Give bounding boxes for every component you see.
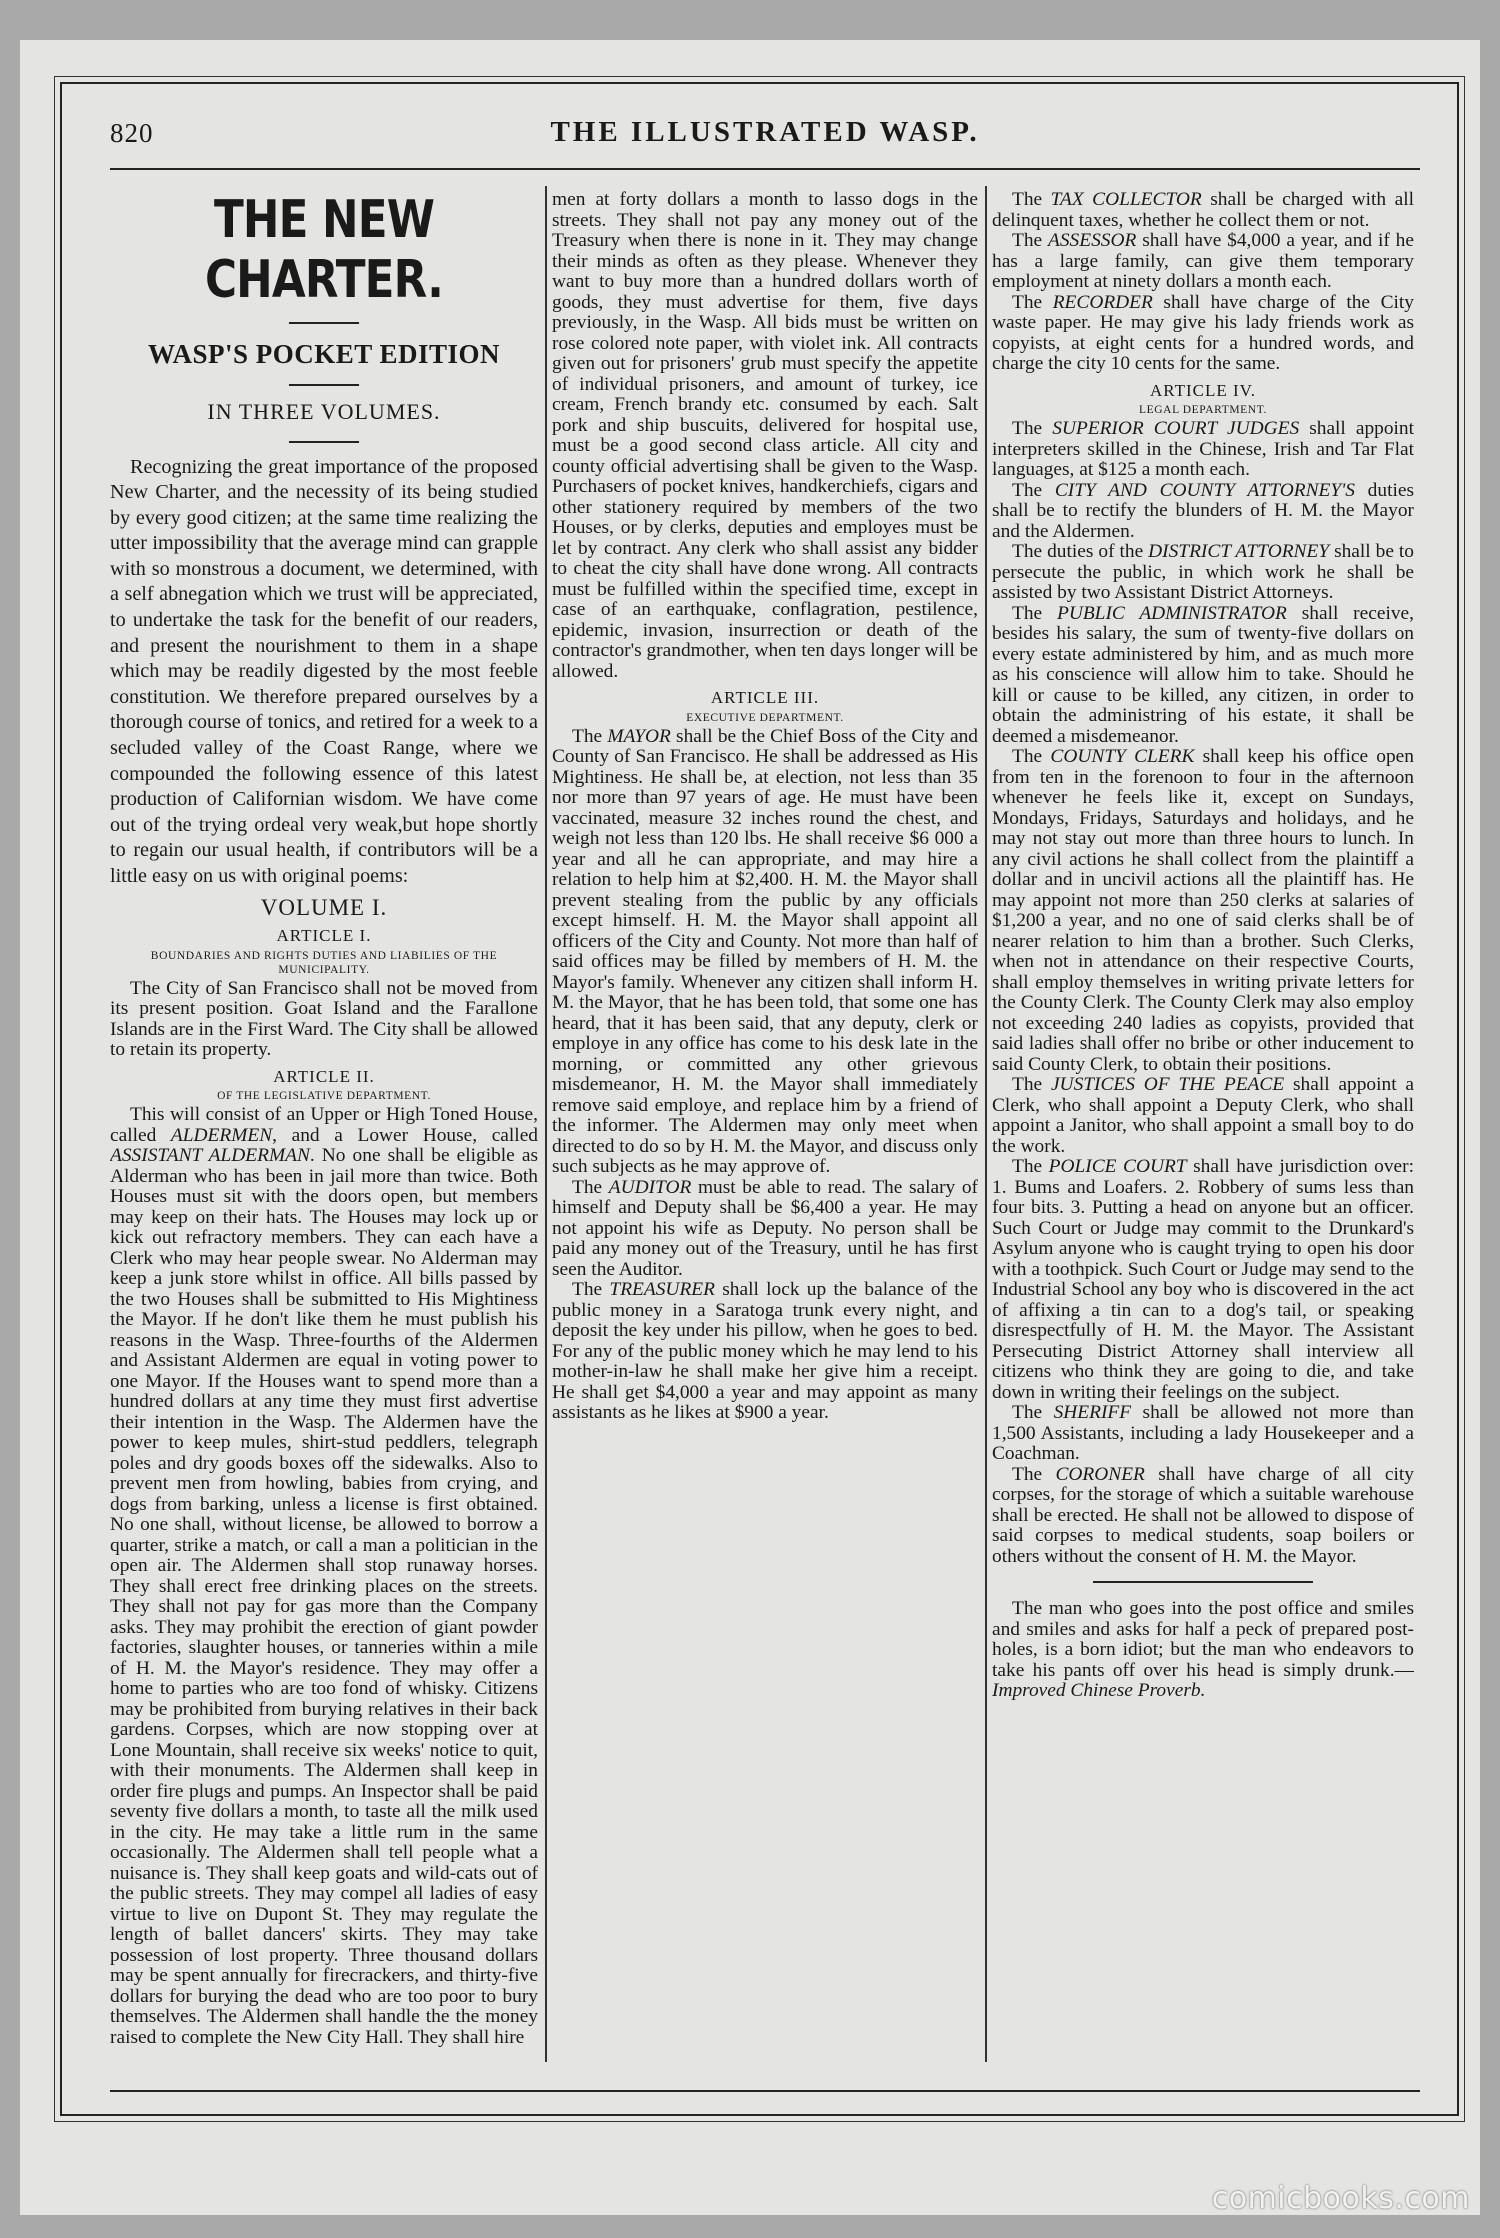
city-attorney-paragraph: The CITY AND COUNTY ATTORNEY'S duties shall be to rectify the blunders of H. M. the Mayor and the Aldermen. — [992, 479, 1414, 542]
watermark: comicbooks.com — [1211, 2181, 1470, 2216]
county-clerk-paragraph: The COUNTY CLERK shall keep his office open from ten in the forenoon to four in the afternoon whenever he feels like it, except on Sundays, Mondays, Fridays, Saturdays and holidays, and he may not stay out more than three hours to lunch. In any civil actions he shall collect from the plaintiff a dollar and in uncivil actions all the plaintiff has. He may appoint not more than 250 clerks at salaries of $1,200 a year, and no one of said clerks shall be of nearer relation to him than a brother. Such Clerks, when not in attendance on their respective Courts, shall employ themselves in writing private letters for the County Clerk. The County Clerk may also employ not exceeding 240 ladies as copyists, provided that said ladies shall offer no bribe or other inducement to said County Clerk, to obtain their positions. — [992, 746, 1414, 1075]
title-rule — [289, 322, 359, 324]
article-title: THE NEW CHARTER. — [204, 190, 444, 310]
column-1 — [110, 190, 538, 2060]
coroner-paragraph: The CORONER shall have charge of all city corpses, for the storage of which a suitable warehouse shall be erected. He shall not be allowed to dispose of said corpses to medical students, soap boilers or others without the consent of H. M. the Mayor. — [992, 1463, 1414, 1567]
article-2-subheading: OF THE LEGISLATIVE DEPARTMENT. — [217, 1090, 431, 1103]
article-subtitle: WASP'S POCKET EDITION — [147, 339, 501, 369]
tax-collector-paragraph: The TAX COLLECTOR shall be charged with all delinquent taxes, whether he collect them or not. — [992, 190, 1414, 231]
justices-paragraph: The JUSTICES OF THE PEACE shall appoint a Clerk, who shall appoint a Deputy Clerk, who shall appoint a Janitor, who shall appoint a small boy to do the work. — [992, 1074, 1414, 1157]
assessor-paragraph: The ASSESSOR shall have $4,000 a year, and if he has a large family, can give them temporary employment at ninety dollars a month each. — [992, 230, 1414, 292]
subtitle-rule — [289, 384, 359, 386]
mayor-paragraph: The MAYOR shall be the Chief Boss of the City and County of San Francisco. He shall be addressed as His Mightiness. He shall be, at election, not less than 35 nor more than 97 years of age. He must have been vaccinated, measure 32 inches round the chest, and weigh not less than 120 lbs. He shall receive $6 000 a year and all he can appropriate, and may hire a relation to help him at $2,400. H. M. the Mayor shall prevent stealing from the public by any officials except himself. H. M. the Mayor shall appoint all officers of the City and County. Not more than half of said offices may be filled by members of H. M. the Mayor's family. Whenever any citizen shall inform H. M. the Mayor, that he has been told, that some one has heard, that it has been said, that any deputy, clerk or employe in any office has come to his desk late in the morning, or committed any other grievous misdemeanor, H. M. the Mayor shall immediately remove said employe, and replace him by a friend of the informer. The Aldermen may only meet when directed to do so by H. M. the Mayor, and discuss only such subjects as he may approve of. — [552, 725, 978, 1177]
masthead — [110, 190, 538, 443]
footer-rule — [110, 2090, 1420, 2092]
volumes-line: IN THREE VOLUMES. — [207, 399, 441, 424]
article-4-subheading: LEGAL DEPARTMENT. — [1139, 404, 1267, 416]
column-rule-2 — [985, 186, 987, 2062]
column-2 — [552, 190, 978, 2060]
article-1-text: The City of San Francisco shall not be moved from its present position. Goat Island and the Farallone Islands are in the First Ward. The City shall be allowed to retain its property. — [110, 977, 538, 1061]
article-3-heading: ARTICLE III. — [710, 688, 820, 707]
intro-paragraph: Recognizing the great importance of the proposed New Charter, and the necessity of its being studied by every good citizen; at the same time realizing the utter impossibility that the average mind can grapple with so monstrous a document, we determined, with a self abnegation which we trust will be appreciated, to undertake the task for the benefit of our readers, and present the nourishment to them in a shape which may be readily digested by the most feeble constitution. We therefore prepared ourselves by a thorough course of tonics, and retired for a week to a secluded valley of the Coast Range, where we compounded the following essence of this latest production of Californian wisdom. We have come out of the trying ordeal very weak,but hope shortly to regain our usual health, if contributors will be a little easy on us with original poems: — [110, 455, 538, 887]
article-1-heading: ARTICLE I. — [276, 926, 372, 946]
article-2-continued: men at forty dollars a month to lasso dogs in the streets. They shall not pay any money out of the Treasury when there is none in it. They may change their minds as often as they please. Whenever they want to buy more than a hundred dollars worth of goods, they must advertise for them, five days previously, in the Wasp. All bids must be written on rose colored note paper, with violet ink. All contracts given out for prisoners' grub must specify the appetite of individual prisoners, and amount of turkey, ice cream, French brandy etc. consumed by each. Salt pork and ship buscuits, delivered for hospital use, must be a good second class article. All city and county official advertising shall be given to the Wasp. Purchasers of pocket knives, handkerchiefs, cigars and other stationery required by members of the two Houses, or by clerks, deputies and employes must be let by contract. Any clerk who shall assist any bidder to cheat the city shall have done wrong. All contracts must be fulfilled within the specified time, except in case of an earthquake, conflagration, pestilence, epidemic, invasion, insurrection or death of the contractor's grandmother, when ten days longer will be allowed. — [552, 190, 978, 682]
judges-paragraph: The SUPERIOR COURT JUDGES shall appoint interpreters skilled in the Chinese, Irish and Tar Flat languages, at $125 a month each. — [992, 418, 1414, 480]
volumes-rule — [289, 441, 359, 443]
treasurer-paragraph: The TREASURER shall lock up the balance of the public money in a Saratoga trunk every night, and deposit the key under his pillow, when he goes to bed. For any of the public money which he may lend to his mother-in-law he shall make her give him a receipt. He shall get $4,000 a year and may appoint as many assistants as he likes at $900 a year. — [552, 1279, 978, 1423]
column-3 — [992, 190, 1414, 2060]
public-administrator-paragraph: The PUBLIC ADMINISTRATOR shall receive, besides his salary, the sum of twenty-five dollars on every estate administered by him, and as much more as his conscience will allow him to take. Should he kill or cause to be killed, any citizen, in order to obtain the administring of his estate, it shall be deemed a misdemeanor. — [992, 602, 1414, 747]
article-4-heading: ARTICLE IV. — [1150, 380, 1256, 400]
proverb-paragraph: The man who goes into the post office and smiles and smiles and asks for half a peck of prepared post-holes, is a born idiot; but the man who endeavors to take his pants off over his head is simply drunk.—Improved Chinese Proverb. — [992, 1598, 1414, 1701]
article-2-text: This will consist of an Upper or High Toned House, called ALDERMEN, and a Lower House, called ASSISTANT ALDERMAN. No one shall be eligible as Alderman who has been in jail more than twice. Both Houses must sit with the doors open, but members may keep on their hats. The Houses may lock up or kick out refractory members. They can each have a Clerk who may hear people swear. No Alderman may keep a junk store whilst in office. All bills passed by the two Houses shall be submitted to His Mightiness the Mayor. If he don't like them he must publish his reasons in the Wasp. Three-fourths of the Aldermen and Assistant Aldermen are equal in voting power to one Mayor. If the Houses want to spend more than a hundred dollars at any time they must first advertise their intention in the Wasp. The Aldermen have the power to keep mules, shirt-stud peddlers, telegraph poles and dry goods boxes off the sidewalks. Also to prevent men from howling, babies from crying, and dogs from barking, unless a license is first obtained. No one shall, without license, be allowed to borrow a quarter, strike a match, or call a man a politician in the open air. The Aldermen shall stop runaway horses. They shall erect free drinking places on the streets. They shall not pay for gas more than the Company asks. They may prohibit the erection of giant powder factories, slaughter houses, or tanneries within a mile of H. M. the Mayor's residence. They may offer a home to parties who are too fond of whisky. Citizens may be prohibited from burying relatives in their back gardens. Corpses, which are now stopping over at Lone Mountain, shall receive six weeks' notice to quit, with their monuments. The Aldermen shall keep in order fire plugs and pumps. An Inspector shall be paid seventy five dollars a month, to taste all the milk used in the city. He may take a little rum in the same occasionally. The Aldermen shall tell people what a nuisance is. They shall keep goats and wild-cats out of the public streets. They may compel all ladies of easy virtue to live on Dupont St. They may regulate the length of ballet dancers' skirts. They may take possession of lost property. Three thousand dollars may be spent annually for firecrackers, and thirty-five dollars for burying the dead who are too poor to bury themselves. The Aldermen shall handle the the money raised to complete the New City Hall. They shall hire — [110, 1104, 538, 2048]
article-1-subheading: BOUNDARIES AND RIGHTS DUTIES AND LIABILIES OF THE MUNICIPALITY. — [150, 949, 498, 976]
article-3-subheading: EXECUTIVE DEPARTMENT. — [686, 711, 844, 724]
sheriff-paragraph: The SHERIFF shall be allowed not more than 1,500 Assistants, including a lady Housekeeper and a Coachman. — [992, 1402, 1414, 1464]
district-attorney-paragraph: The duties of the DISTRICT ATTORNEY shall be to persecute the public, in which work he shall be assisted by two Assistant District Attorneys. — [992, 541, 1414, 603]
recorder-paragraph: The RECORDER shall have charge of the City waste paper. He may give his lady friends work as copyists, at eight cents for a hundred words, and charge the city 10 cents for the same. — [992, 291, 1414, 374]
column-rule-1 — [545, 186, 547, 2062]
page-header — [110, 112, 1420, 158]
article-2-heading: ARTICLE II. — [273, 1066, 375, 1086]
running-title: THE ILLUSTRATED WASP. — [550, 116, 980, 148]
police-court-paragraph: The POLICE COURT shall have jurisdiction over: 1. Bums and Loafers. 2. Robbery of sums less than four bits. 3. Putting a head on anyone but an officer. Such Court or Judge may commit to the Drunkard's Asylum anyone who is caught trying to open his door with a toothpick. Such Court or Judge may send to the Industrial School any boy who is discovered in the act of affixing a tin can to a dog's tail, or speaking disrespectfully of H. M. the Mayor. The Assistant Persecuting District Attorney shall interview all citizens who think they are going to die, and take down in writing their feelings on the subject. — [992, 1156, 1414, 1403]
page-number: 820 — [110, 118, 154, 148]
article-2-body: . No one shall be eligible as Alderman who has been in jail more than twice. Both Houses must sit with the doors open, but members may keep on their hats. The Houses may lock up or kick out refractory members. They can each have a Clerk who may hear people swear. No Alderman may keep a junk store whilst in office. All bills passed by the two Houses shall be submitted to His Mightiness the Mayor. If he don't like them he must publish his reasons in the Wasp. Three-fourths of the Aldermen and Assistant Aldermen are equal in voting power to one Mayor. If the Houses want to spend more than a hundred dollars at any time they must first advertise their intention in the Wasp. The Aldermen have the power to keep mules, shirt-stud peddlers, telegraph poles and dry goods boxes off the sidewalks. Also to prevent men from howling, babies from crying, and dogs from barking, unless a license is first obtained. No one shall, without license, be allowed to borrow a quarter, strike a match, or call a man a politician in the open air. The Aldermen shall stop runaway horses. They shall erect free drinking places on the streets. They shall not pay for gas more than the Company asks. They may prohibit the erection of giant powder factories, slaughter houses, or tanneries within a mile of H. M. the Mayor's residence. They may offer a home to parties who are too fond of whisky. Citizens may be prohibited from burying relatives in their back gardens. Corpses, which are now stopping over at Lone Mountain, shall receive six weeks' notice to quit, with their monuments. The Aldermen shall keep in order fire plugs and pumps. An Inspector shall be paid seventy five dollars a month, to taste all the milk used in the city. He may take a little rum in the same occasionally. The Aldermen shall tell people what a nuisance is. They shall keep goats and wild-cats out of the public streets. They may compel all ladies of easy virtue to live on Dupont St. They may regulate the length of ballet dancers' skirts. They may take possession of lost property. Three thousand dollars may be spent annually for firecrackers, and thirty-five dollars for burying the dead who are too poor to bury themselves. The Aldermen shall handle the the money raised to complete the New City Hall. They shall hire — [110, 1145, 538, 2048]
section-end-rule — [1093, 1581, 1313, 1583]
auditor-paragraph: The AUDITOR must be able to read. The salary of himself and Deputy shall be $6,400 a year. He may not appoint his wife as Deputy. No person shall be paid any money out of the Treasury, until he has first seen the Auditor. — [552, 1176, 978, 1280]
volume-heading: VOLUME I. — [260, 894, 388, 920]
header-rule — [110, 168, 1420, 170]
